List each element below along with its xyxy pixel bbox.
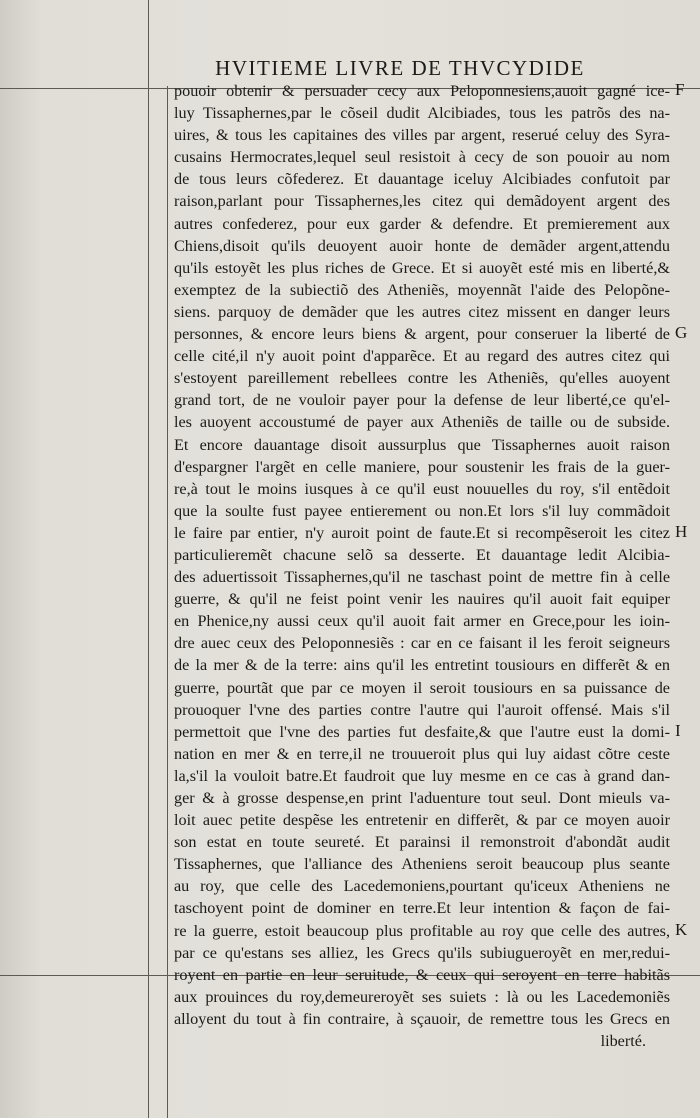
text-line: celle cité,il n'y auoit point d'apparẽce. Et au regard des autres citez qui xyxy=(174,347,670,366)
text-line: re,à tout le moins iusques à ce qu'il eust nouuelles du roy, s'il entẽdoit xyxy=(174,479,670,498)
text-line: autres confederez, pour eux garder & defendre. Et premierement aux xyxy=(174,214,670,233)
text-line: particulieremẽt chacune selõ sa desserte. Et dauantage ledit Alcibia- xyxy=(174,545,670,564)
margin-letter-h: H xyxy=(675,522,688,541)
text-line: dre auec ceux des Peloponnesiẽs : car en ce faisant il les feroit seigneurs xyxy=(174,634,670,653)
text-line: grand tort, de ne vouloir payer pour la defense de leur liberté,ce qu'el- xyxy=(174,391,670,410)
text-line: exemptez de la subiectiõ des Atheniẽs, moyennãt l'aide des Pelopõne- xyxy=(174,280,670,299)
text-line: nation en mer & en terre,il ne trouueroit plus qui luy aidast cõtre ceste xyxy=(174,744,670,763)
text-line: s'estoyent pareillement rebellees contre les Atheniẽs, qu'elles auoyent xyxy=(174,369,670,388)
text-line: au roy, que celle des Lacedemoniens,pourtant qu'iceux Atheniens ne xyxy=(174,877,670,896)
text-line: liberté. xyxy=(600,1032,646,1051)
text-line: alloyent du tout à fin contraire, à sçauoir, de remettre tous les Grecs en xyxy=(174,1009,670,1028)
margin-letter-f: F xyxy=(675,80,685,99)
text-line: le faire par entier, n'y auroit point de faute.Et si recompẽseroit les citez xyxy=(174,523,670,542)
margin-letter-i: I xyxy=(675,720,681,740)
text-line: taschoyent point de dominer en terre.Et leur intention & façon de fai- xyxy=(174,899,670,918)
text-line: la,s'il la vouloit batre.Et faudroit que luy mesme en ce cas à grand dan- xyxy=(174,766,670,785)
text-line: prouoquer l'vne des parties contre l'autre qui l'auroit offensé. Mais s'il xyxy=(174,700,670,719)
text-line: cusains Hermocrates,lequel seul resistoit à cecy de son pouoir au nom xyxy=(174,148,670,167)
left-margin-rule xyxy=(148,0,149,1118)
text-line: d'espargner l'argẽt en celle maniere, pour soustenir les frais de la guer- xyxy=(174,457,670,476)
text-line: qu'ils estoyẽt les plus riches de Grece. Et si auoyẽt esté mis en liberté,& xyxy=(174,258,670,277)
text-line: de la mer & de la terre: ains qu'il les entretint tousiours en differẽt & en xyxy=(174,656,670,675)
margin-letter-k: K xyxy=(675,919,688,939)
text-line: raison,parlant pour Tissaphernes,les citez qui demãdoyent argent des xyxy=(174,192,670,211)
text-line: pouoir obtenir & persuader cecy aux Peloponnesiens,auoit gagné ice- xyxy=(174,82,670,100)
text-line: Tissaphernes, que l'alliance des Atheniens seroit beaucoup plus seante xyxy=(174,855,670,874)
body-text xyxy=(174,80,670,1052)
text-line: aux prouinces du roy,demeureroyẽt ses suiets : là ou les Lacedemoniẽs xyxy=(174,987,670,1006)
text-line: personnes, & encore leurs biens & argent, pour conseruer la liberté de xyxy=(174,325,670,344)
text-line: par ce qu'estans ses alliez, les Grecs qu'ils subiugueroyẽt en mer,redui- xyxy=(174,943,670,962)
text-line: Chiens,disoit qu'ils deuoyent auoir honte de demãder argent,attendu xyxy=(174,236,670,255)
text-line: re la guerre, estoit beaucoup plus profitable au roy que celle des autres, xyxy=(174,921,670,940)
text-line: guerre, & qu'il ne feist point venir les nauires qu'il auoit fait equiper xyxy=(174,590,670,609)
text-line: des aduertissoit Tissaphernes,qu'il ne taschast point de mettre fin à celle xyxy=(174,568,670,587)
text-line: luy Tissaphernes,par le cõseil dudit Alcibiades, tous les patrõs des na- xyxy=(174,104,670,123)
text-line: guerre, pourtãt que par ce moyen il seroit tousiours en sa puissance de xyxy=(174,678,670,697)
text-line: siens. parquoy de demãder que les autres citez missent en danger leurs xyxy=(174,302,670,321)
text-line: Et encore dauantage disoit aussurplus que Tissaphernes auoit raison xyxy=(174,435,670,454)
text-column-rule xyxy=(167,86,168,1118)
running-header: HVITIEME LIVRE DE THVCYDIDE xyxy=(215,56,585,80)
text-line: son estat en toute seureté. Et parainsi il remonstroit d'abondãt audit xyxy=(174,833,670,852)
text-line: uires, & tous les capitaines des villes par argent, reserué celuy des Syra- xyxy=(174,126,670,145)
text-line: permettoit que l'vne des parties fut desfaite,& que l'autre eust la domi- xyxy=(174,722,670,741)
text-line: que la soulte fust payee entierement ou non.Et lors s'il luy commãdoit xyxy=(174,501,670,520)
text-line: royent en partie en leur seruitude, & ceux qui seroyent en terre habitãs xyxy=(174,965,670,984)
text-line: les auoyent accoustumé de payer aux Atheniẽs de taille ou de subside. xyxy=(174,413,670,432)
text-line: en Phenice,ny aussi ceux qu'il auoit fait armer en Grece,pour les ioin- xyxy=(174,612,670,631)
text-line: de tous leurs cõfederez. Et dauantage iceluy Alcibiades confutoit par xyxy=(174,170,670,189)
margin-letter-g: G xyxy=(675,323,688,343)
text-line: loit auec petite despẽse les entretenir en differẽt, & par ce moyen auoir xyxy=(174,811,670,830)
text-line: ger & à grosse despense,en print l'aduenture tout seul. Dont mieuls va- xyxy=(174,789,670,807)
